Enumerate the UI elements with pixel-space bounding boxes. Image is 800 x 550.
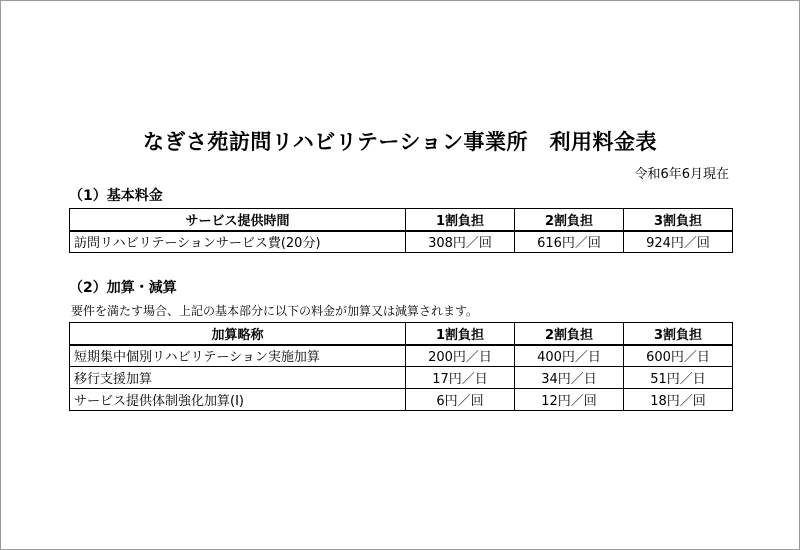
document-title: なぎさ苑訪問リハビリテーション事業所 利用料金表 <box>142 130 658 154</box>
column-header-service-time: サービス提供時間 <box>70 209 406 231</box>
fee-cell: 600円／日 <box>624 345 733 367</box>
addition-name-cell: 短期集中個別リハビリテーション実施加算 <box>70 345 406 367</box>
fee-cell: 924円／回 <box>624 231 733 253</box>
fee-cell: 6円／回 <box>406 389 515 411</box>
fee-cell: 616円／回 <box>515 231 624 253</box>
fee-cell: 51円／日 <box>624 367 733 389</box>
column-header-20-percent: 2割負担 <box>515 323 624 345</box>
additions-table <box>69 322 733 411</box>
addition-name-cell: サービス提供体制強化加算(Ⅰ) <box>70 389 406 411</box>
column-header-10-percent: 1割負担 <box>406 323 515 345</box>
fee-cell: 34円／日 <box>515 367 624 389</box>
fee-cell: 400円／日 <box>515 345 624 367</box>
table-row <box>70 345 733 367</box>
table-header-row <box>70 323 733 345</box>
fee-cell: 18円／回 <box>624 389 733 411</box>
column-header-30-percent: 3割負担 <box>624 323 733 345</box>
effective-date: 令和6年6月現在 <box>634 167 729 182</box>
table-row <box>70 231 733 253</box>
fee-cell: 17円／日 <box>406 367 515 389</box>
addition-name-cell: 移行支援加算 <box>70 367 406 389</box>
column-header-30-percent: 3割負担 <box>624 209 733 231</box>
column-header-addition-name: 加算略称 <box>70 323 406 345</box>
section-heading-basic-fee: （1）基本料金 <box>69 188 163 204</box>
fee-cell: 200円／日 <box>406 345 515 367</box>
service-name-cell: 訪問リハビリテーションサービス費(20分) <box>70 231 406 253</box>
table-row <box>70 367 733 389</box>
fee-cell: 308円／回 <box>406 231 515 253</box>
table-row <box>70 389 733 411</box>
basic-fee-table <box>69 208 733 253</box>
additions-note: 要件を満たす場合、上記の基本部分に以下の料金が加算又は減算されます。 <box>71 304 479 318</box>
section-heading-additions: （2）加算・減算 <box>69 280 177 296</box>
fee-cell: 12円／回 <box>515 389 624 411</box>
table-header-row <box>70 209 733 231</box>
column-header-20-percent: 2割負担 <box>515 209 624 231</box>
column-header-10-percent: 1割負担 <box>406 209 515 231</box>
